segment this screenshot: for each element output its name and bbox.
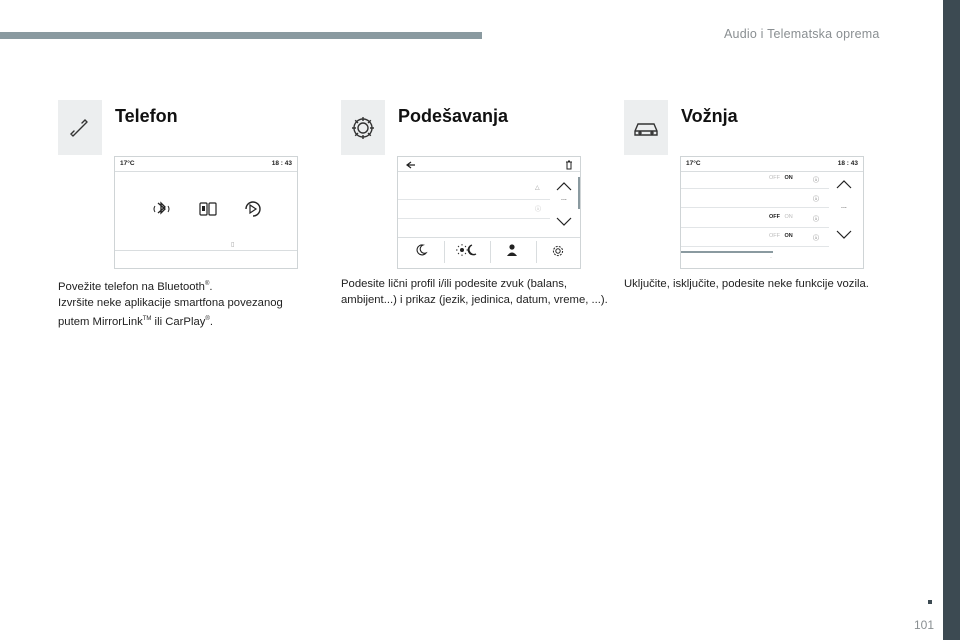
- list-divider: [681, 207, 829, 208]
- page-edge-strip: [943, 0, 960, 640]
- smartphone-apps-icon[interactable]: [199, 201, 217, 217]
- status-divider: [681, 171, 863, 172]
- section-title: Podešavanja: [398, 106, 509, 126]
- more-dots: ...: [561, 195, 567, 202]
- chevron-up-icon[interactable]: [556, 181, 572, 191]
- carplay-play-icon[interactable]: [243, 199, 261, 219]
- info-icon[interactable]: ⓘ: [813, 217, 820, 223]
- info-icon[interactable]: ⓘ: [813, 178, 820, 184]
- page-dot: [928, 600, 932, 604]
- status-bar: [120, 160, 292, 170]
- temperature: 17°C: [686, 160, 701, 167]
- scrollbar-thumb[interactable]: [578, 177, 580, 209]
- chevron-down-icon[interactable]: [556, 217, 572, 227]
- section-description: Uključite, isključite, podesite neke funkcije vozila.: [624, 278, 869, 290]
- telefon-screen: [114, 156, 298, 269]
- trash-icon[interactable]: [564, 160, 574, 170]
- bottom-divider: [115, 250, 297, 251]
- toggle-row[interactable]: OFF ON: [769, 233, 793, 239]
- list-divider: [398, 218, 550, 219]
- list-divider: [681, 246, 829, 247]
- list-divider: [681, 188, 829, 189]
- section-description: Povežite telefon na Bluetooth®. Izvršite neke aplikacije smartfona povezanog putem MirrorLink™ ili CarPlay®.: [58, 280, 283, 328]
- page-indicator-mark: ▯: [231, 242, 235, 248]
- toggle-row[interactable]: OFF ON: [769, 175, 793, 181]
- clock: 18 : 43: [837, 160, 858, 167]
- section-description: Podesite lični profil i/ili podesite zvuk (balans, ambijent...) i prikaz (jezik, jedinica, datum, vreme, ...).: [341, 278, 608, 306]
- status-divider: [115, 171, 297, 172]
- section-title: Vožnja: [681, 106, 738, 126]
- header-rule: [0, 32, 482, 39]
- night-mode-icon[interactable]: [414, 243, 428, 257]
- progress-bar: [681, 251, 773, 253]
- page-indicator-mark: ·: [770, 255, 772, 261]
- brightness-icon[interactable]: [456, 243, 478, 257]
- status-divider: [398, 171, 580, 172]
- section-title: Telefon: [115, 106, 178, 126]
- chevron-up-icon[interactable]: [836, 179, 852, 189]
- car-icon: [624, 100, 668, 155]
- page-number: 101: [914, 618, 935, 632]
- warning-mark: △: [535, 185, 540, 191]
- toolbar-divider: [444, 241, 445, 263]
- bottom-divider: [398, 237, 580, 238]
- list-divider: [398, 199, 550, 200]
- toggle-row[interactable]: OFF ON: [769, 214, 793, 220]
- more-dots: ...: [841, 203, 847, 210]
- list-divider: [681, 227, 829, 228]
- chevron-down-icon[interactable]: [836, 230, 852, 240]
- settings-gear-icon[interactable]: [550, 242, 566, 258]
- header-title: Audio i Telematska oprema: [724, 27, 880, 41]
- info-icon[interactable]: ⓘ: [813, 197, 820, 203]
- phone-icon: [58, 100, 102, 155]
- voznja-screen: [680, 156, 864, 269]
- bluetooth-phone-icon[interactable]: [153, 199, 171, 219]
- clock: 18 : 43: [271, 160, 292, 167]
- temperature: 17°C: [120, 160, 135, 167]
- status-bar: [686, 160, 858, 170]
- info-icon[interactable]: ⓘ: [813, 236, 820, 242]
- info-mark: ⓘ: [535, 207, 542, 213]
- back-arrow-icon[interactable]: [402, 160, 418, 170]
- podesavanja-screen: [397, 156, 581, 269]
- user-profile-icon[interactable]: [504, 243, 518, 257]
- toolbar-divider: [490, 241, 491, 263]
- gear-icon: [341, 100, 385, 155]
- toolbar-divider: [536, 241, 537, 263]
